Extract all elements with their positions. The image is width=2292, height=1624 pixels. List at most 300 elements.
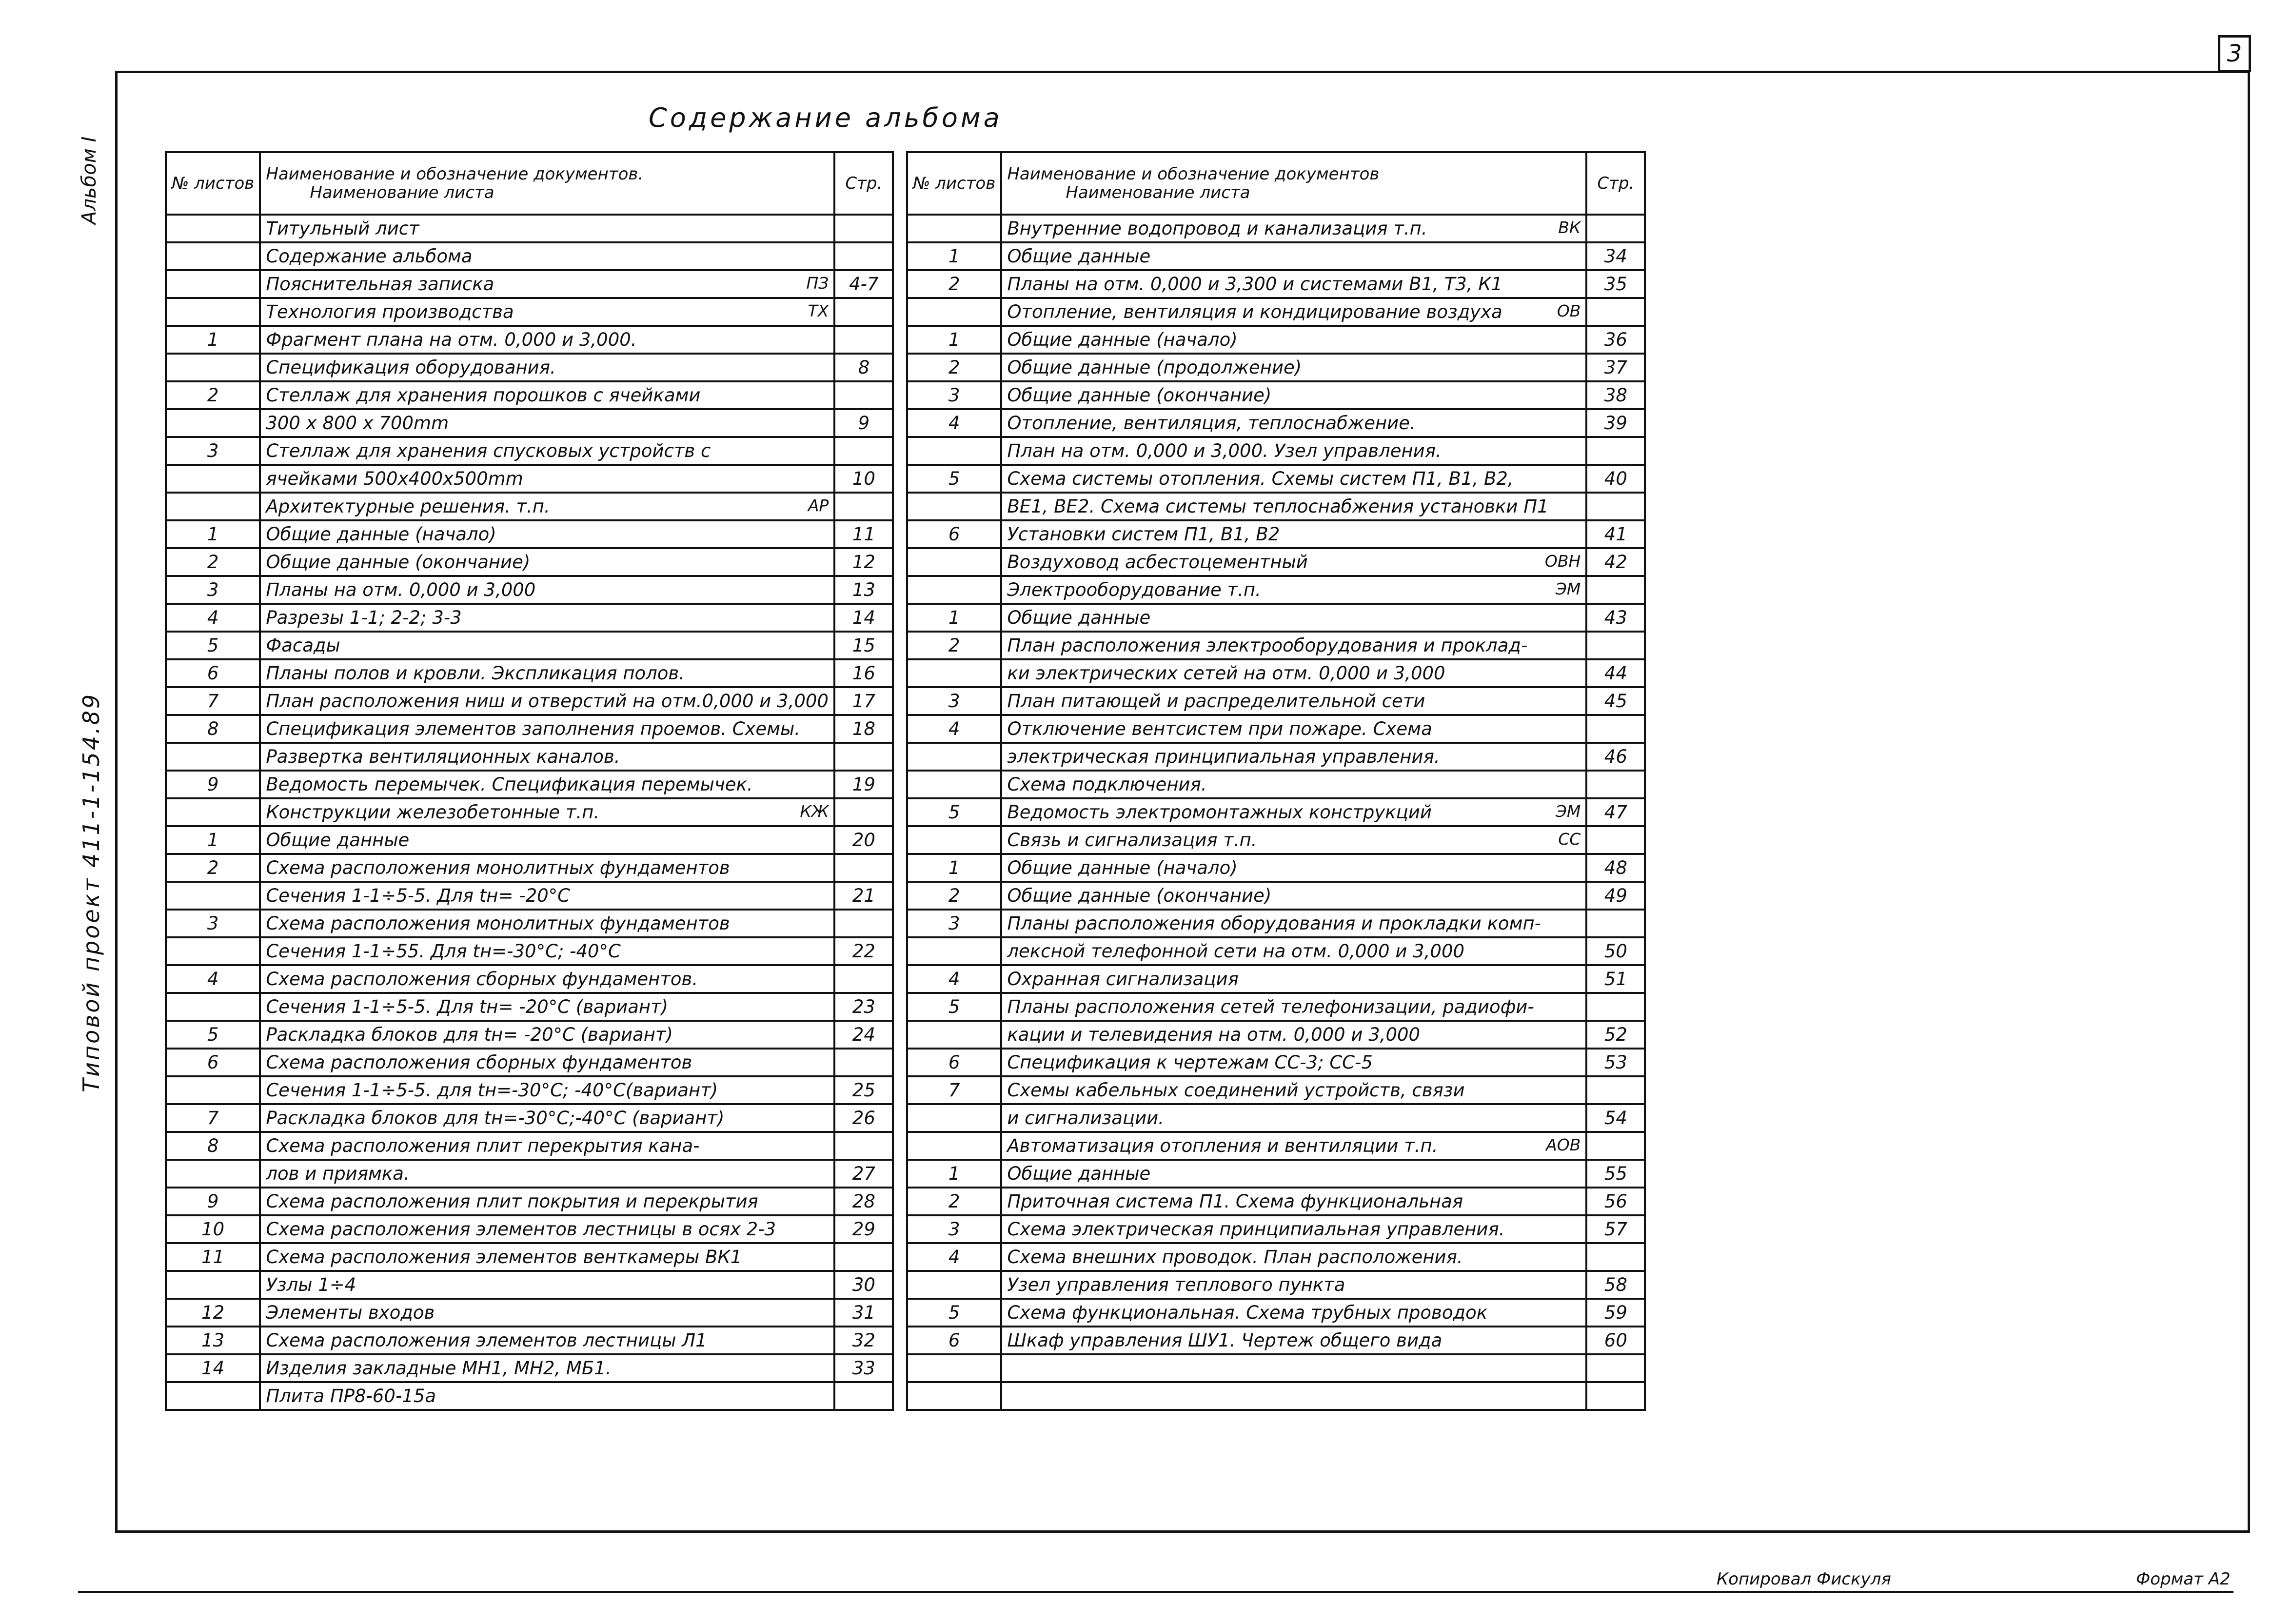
document-name-cell [260,854,834,882]
document-name: Содержание альбома [266,246,473,267]
document-name-cell [260,715,834,743]
document-name-cell [1001,965,1586,993]
table-row [166,1076,893,1104]
page-number-cell: 17 [834,687,893,715]
page-number-cell: 34 [1586,242,1645,270]
page-number-cell: 39 [1586,409,1645,437]
sheet-number: 2 [907,1188,1001,1215]
document-name: Ведомость перемычек. Спецификация перемычек. [266,774,753,795]
document-name: Раскладка блоков для tн=-30°С;-40°С (вариант) [266,1108,725,1129]
document-name-cell [260,604,834,632]
sheet-number: 5 [166,1021,260,1049]
page-number: 3 [2218,35,2251,72]
document-name-cell [1001,604,1586,632]
document-name: Воздуховод асбестоцементный [1007,552,1308,573]
table-row [907,771,1645,798]
document-name: Изделия закладные МН1, МН2, МБ1. [266,1358,612,1379]
page-number-cell: 31 [834,1299,893,1327]
document-name: ячейками 500x400x500mm [266,468,523,489]
table-row [907,270,1645,298]
page-number-cell: 43 [1586,604,1645,632]
page-number-cell [1586,632,1645,659]
table-row [907,1049,1645,1076]
table-row [907,1132,1645,1160]
page-number-cell: 52 [1586,1021,1645,1049]
table-row [907,659,1645,687]
sheet-number: 6 [907,520,1001,548]
table-row [907,1188,1645,1215]
page-number-cell [834,381,893,409]
page-number-cell: 55 [1586,1160,1645,1188]
page-number-cell [834,326,893,354]
page-number-cell: 20 [834,826,893,854]
table-row [907,1271,1645,1299]
document-name: Схема подключения. [1007,774,1207,795]
header-page: Стр. [1586,152,1645,215]
document-name-cell [1001,798,1586,826]
header-sheet-number: № листов [166,152,260,215]
document-code: АР [808,496,829,515]
sheet-number [907,576,1001,604]
page-number-cell: 37 [1586,354,1645,381]
document-name: Стеллаж для хранения спусковых устройств с [266,440,711,461]
document-name: Отключение вентсистем при пожаре. Схема [1007,718,1432,739]
table-row [907,1354,1645,1382]
sheet-number [166,937,260,965]
document-name: Общие данные (продолжение) [1007,357,1302,378]
page-number-cell [834,798,893,826]
table-row [907,632,1645,659]
document-name: Схема расположения элементов лестницы в осях 2-3 [266,1219,776,1240]
page-number-cell [834,1243,893,1271]
sheet-number [907,1354,1001,1382]
table-row [907,1327,1645,1354]
page-number-cell [834,215,893,242]
document-name-cell [260,1382,834,1410]
table-row [166,1188,893,1215]
page-number-cell: 29 [834,1215,893,1243]
document-name: Стеллаж для хранения порошков с ячейками [266,385,701,406]
page-number-cell: 53 [1586,1049,1645,1076]
document-name-cell [1001,326,1586,354]
document-name-cell [1001,1021,1586,1049]
page-number-cell: 24 [834,1021,893,1049]
page-number-cell: 42 [1586,548,1645,576]
table-row [907,1104,1645,1132]
document-name-cell [1001,270,1586,298]
table-row [166,465,893,493]
document-name: и сигнализации. [1007,1108,1164,1129]
document-name: Узлы 1÷4 [266,1274,356,1295]
page-number-cell [834,965,893,993]
document-name-cell [260,1160,834,1188]
table-row [907,743,1645,771]
page-number-cell: 4-7 [834,270,893,298]
page-number-cell: 19 [834,771,893,798]
document-name: Планы на отм. 0,000 и 3,300 и системами В1, Т3, К1 [1007,274,1503,295]
table-row [907,298,1645,326]
document-name-cell [1001,493,1586,520]
sheet-number: 1 [166,826,260,854]
page-number-cell: 22 [834,937,893,965]
sheet-number: 13 [166,1327,260,1354]
document-name: Схема системы отопления. Схемы систем П1, В1, В2, [1007,468,1514,489]
table-row [907,993,1645,1021]
document-name: Фрагмент плана на отм. 0,000 и 3,000. [266,329,637,350]
document-name: Общие данные (начало) [1007,329,1238,350]
header-name-line2: Наименование листа [1066,183,1250,202]
sheet-number [907,937,1001,965]
document-name-cell [260,1299,834,1327]
document-name-cell [1001,826,1586,854]
sheet-number [907,743,1001,771]
sheet-number [907,659,1001,687]
sheet-number: 3 [166,910,260,937]
table-row [166,1327,893,1354]
sheet-number: 8 [166,1132,260,1160]
table-row [907,215,1645,242]
page-number-cell [1586,993,1645,1021]
table-row [907,826,1645,854]
sheet-number [166,493,260,520]
table-row [166,326,893,354]
sheet-number: 7 [907,1076,1001,1104]
table-row [907,1021,1645,1049]
table-row [166,687,893,715]
document-name: кации и телевидения на отм. 0,000 и 3,000 [1007,1024,1421,1045]
document-name-cell [1001,1049,1586,1076]
document-code: ОВ [1557,301,1581,320]
document-name: лексной телефонной сети на отм. 0,000 и 3,000 [1007,941,1465,962]
sheet-number [907,771,1001,798]
table-row [166,743,893,771]
table-row [907,882,1645,910]
document-name: Общие данные [1007,607,1151,628]
table-row [166,715,893,743]
document-name-cell [260,1271,834,1299]
document-code: КЖ [800,802,829,821]
document-name: Развертка вентиляционных каналов. [266,746,620,767]
document-name-cell [260,659,834,687]
document-name: Общие данные [1007,1163,1151,1184]
sheet-number [907,1132,1001,1160]
document-name-cell [260,1215,834,1243]
sheet-number [166,215,260,242]
document-name-cell [1001,910,1586,937]
document-name-cell [1001,1132,1586,1160]
page-number-cell: 60 [1586,1327,1645,1354]
page-number-cell [1586,493,1645,520]
document-name: План на отм. 0,000 и 3,000. Узел управления. [1007,440,1442,461]
document-code: СС [1558,830,1581,849]
document-title: Содержание альбома [649,102,1003,133]
sheet-number: 12 [166,1299,260,1327]
document-code: ТХ [808,301,829,320]
page-number-cell [834,1382,893,1410]
document-name-cell [260,965,834,993]
contents-body-left [166,215,893,1410]
sheet-number: 5 [907,465,1001,493]
page-number-cell: 59 [1586,1299,1645,1327]
contents-table-right [906,151,1646,1411]
table-row [166,215,893,242]
document-name: План питающей и распределительной сети [1007,691,1425,712]
page-number-cell: 35 [1586,270,1645,298]
header-page: Стр. [834,152,893,215]
table-row [166,520,893,548]
page-number-cell [834,493,893,520]
table-row [166,937,893,965]
table-row [907,798,1645,826]
page-number-cell: 46 [1586,743,1645,771]
document-name: Конструкции железобетонные т.п. [266,802,600,823]
page-number-cell: 33 [834,1354,893,1382]
document-name: Планы расположения сетей телефонизации, радиофи- [1007,996,1534,1017]
sheet-number [907,1271,1001,1299]
footer-rule [78,1591,2233,1593]
page-number-cell: 32 [834,1327,893,1354]
page-number-cell: 13 [834,576,893,604]
document-name-cell [1001,882,1586,910]
document-name: Общие данные (начало) [1007,857,1238,878]
sheet-number: 4 [166,965,260,993]
header-name-line2: Наименование листа [310,183,494,202]
page-number-cell: 57 [1586,1215,1645,1243]
page-number-cell [1586,298,1645,326]
sheet-number [166,743,260,771]
sheet-number: 4 [907,409,1001,437]
page-number-cell [834,743,893,771]
footer-copied-by: Копировал Фискуля [1717,1569,1891,1589]
sheet-number [166,409,260,437]
table-row [907,242,1645,270]
document-name-cell [260,409,834,437]
document-name: Общие данные (окончание) [1007,385,1272,406]
header-name-line1: Наименование и обозначение документов. [266,164,644,184]
page-number-cell [1586,215,1645,242]
document-name-cell [1001,1299,1586,1327]
header-document-name [260,152,834,215]
sheet-number: 7 [166,1104,260,1132]
sheet-number: 3 [907,381,1001,409]
table-row [166,798,893,826]
table-row [907,910,1645,937]
sheet-number: 9 [166,771,260,798]
sheet-number: 4 [907,1243,1001,1271]
document-name-cell [260,215,834,242]
page-number-cell: 51 [1586,965,1645,993]
table-row [166,1299,893,1327]
table-row [907,1299,1645,1327]
document-name-cell [260,1188,834,1215]
document-name-cell [1001,687,1586,715]
page-number-cell: 15 [834,632,893,659]
document-name-cell [260,1104,834,1132]
table-row [907,965,1645,993]
table-row [907,1382,1645,1410]
document-name-cell [1001,632,1586,659]
document-name-cell [1001,1243,1586,1271]
sheet-number [166,1160,260,1188]
document-name: Установки систем П1, В1, В2 [1007,524,1280,545]
table-row [907,687,1645,715]
table-row [166,604,893,632]
page-number-cell [834,437,893,465]
table-row [907,1076,1645,1104]
table-header-row [166,152,893,215]
sheet-number: 3 [907,687,1001,715]
document-name: Общие данные [266,830,410,851]
table-row [166,270,893,298]
header-document-name [1001,152,1586,215]
document-name-cell [1001,1382,1586,1410]
sheet-number [166,465,260,493]
table-row [166,381,893,409]
document-name-cell [260,826,834,854]
sheet-number: 5 [907,993,1001,1021]
document-code: ЭМ [1555,802,1581,821]
table-row [166,965,893,993]
sheet-number: 2 [907,354,1001,381]
sheet-number: 6 [166,1049,260,1076]
table-row [907,576,1645,604]
sheet-number: 11 [166,1243,260,1271]
sheet-number: 3 [166,576,260,604]
document-name-cell [1001,409,1586,437]
sheet-number [166,1076,260,1104]
document-name-cell [260,493,834,520]
page-number-cell: 10 [834,465,893,493]
document-name: План расположения ниш и отверстий на отм.0,000 и 3,000 [266,691,829,712]
page-number-cell [1586,1382,1645,1410]
document-name-cell [1001,548,1586,576]
document-name-cell [260,270,834,298]
sheet-number: 5 [907,1299,1001,1327]
table-row [907,1215,1645,1243]
table-row [166,659,893,687]
sheet-number [166,882,260,910]
sheet-number [907,826,1001,854]
document-code: ПЗ [806,274,829,293]
document-name: Общие данные [1007,246,1151,267]
document-name-cell [260,882,834,910]
table-row [166,354,893,381]
document-name: Узел управления теплового пункта [1007,1274,1345,1295]
document-name: Спецификация элементов заполнения проемов. Схемы. [266,718,801,739]
document-name-cell [260,937,834,965]
page-number-cell [834,910,893,937]
sheet-number [907,493,1001,520]
document-name: Спецификация к чертежам СС-3; СС-5 [1007,1052,1373,1073]
footer-format: Формат А2 [2136,1569,2231,1589]
document-name: Схема расположения плит перекрытия кана- [266,1135,700,1156]
document-name: Разрезы 1-1; 2-2; 3-3 [266,607,462,628]
document-name: Приточная система П1. Схема функциональная [1007,1191,1463,1212]
page-number-cell [1586,910,1645,937]
document-name-cell [1001,1271,1586,1299]
table-row [166,409,893,437]
document-name: лов и приямка. [266,1163,410,1184]
sheet-number [166,993,260,1021]
document-name: Электрооборудование т.п. [1007,579,1261,600]
page-number-cell [834,1049,893,1076]
sheet-number: 3 [907,910,1001,937]
page-number-cell: 41 [1586,520,1645,548]
page-number-cell: 27 [834,1160,893,1188]
sheet-number: 8 [166,715,260,743]
table-row [166,632,893,659]
document-name-cell [1001,381,1586,409]
document-name: Схема расположения элементов лестницы Л1 [266,1330,707,1351]
page-number-cell: 9 [834,409,893,437]
document-name-cell [260,576,834,604]
document-name: Сечения 1-1÷5-5. для tн=-30°С; -40°С(вариант) [266,1080,718,1101]
sheet-number: 2 [166,381,260,409]
sheet-number: 1 [907,242,1001,270]
table-row [166,1354,893,1382]
document-name: Отопление, вентиляция и кондицирование воздуха [1007,301,1502,322]
sheet-number: 1 [907,604,1001,632]
document-name-cell [260,1354,834,1382]
sheet-number: 6 [907,1327,1001,1354]
document-name: Титульный лист [266,218,419,239]
document-name: ВЕ1, ВЕ2. Схема системы теплоснабжения установки П1 [1007,496,1549,517]
document-name-cell [1001,354,1586,381]
document-name: Планы полов и кровли. Экспликация полов. [266,663,685,684]
document-name: Сечения 1-1÷5-5. Для tн= -20°С [266,885,571,906]
document-name-cell [1001,242,1586,270]
document-name: Схема расположения плит покрытия и перекрытия [266,1191,758,1212]
document-name-cell [260,242,834,270]
document-name: Спецификация оборудования. [266,357,556,378]
document-name-cell [260,298,834,326]
document-name-cell [260,993,834,1021]
document-name-cell [260,520,834,548]
table-row [166,854,893,882]
page-number-cell: 40 [1586,465,1645,493]
page-number-cell: 14 [834,604,893,632]
page-number-cell [834,1132,893,1160]
document-name: Фасады [266,635,340,656]
document-name-cell [260,326,834,354]
table-row [166,826,893,854]
document-name: Схема внешних проводок. План расположения. [1007,1247,1463,1268]
table-row [907,520,1645,548]
sheet-number [907,1021,1001,1049]
document-name: Схемы кабельных соединений устройств, связи [1007,1080,1465,1101]
document-name-cell [260,1327,834,1354]
document-name: 300 x 800 x 700mm [266,413,449,434]
sheet-number: 1 [907,854,1001,882]
table-row [166,242,893,270]
page-number-cell: 38 [1586,381,1645,409]
sheet-number [166,298,260,326]
table-row [166,1049,893,1076]
table-row [907,937,1645,965]
document-name-cell [1001,1160,1586,1188]
sheet-number [166,1382,260,1410]
page-number-cell [1586,771,1645,798]
sheet-number: 9 [166,1188,260,1215]
sheet-number [907,548,1001,576]
document-name-cell [1001,1104,1586,1132]
document-code: ЭМ [1555,579,1581,598]
document-name: Плита ПР8-60-15а [266,1386,436,1406]
sheet-number [907,1382,1001,1410]
contents-body-right [907,215,1645,1410]
document-name: Внутренние водопровод и канализация т.п. [1007,218,1427,239]
sheet-number: 6 [907,1049,1001,1076]
